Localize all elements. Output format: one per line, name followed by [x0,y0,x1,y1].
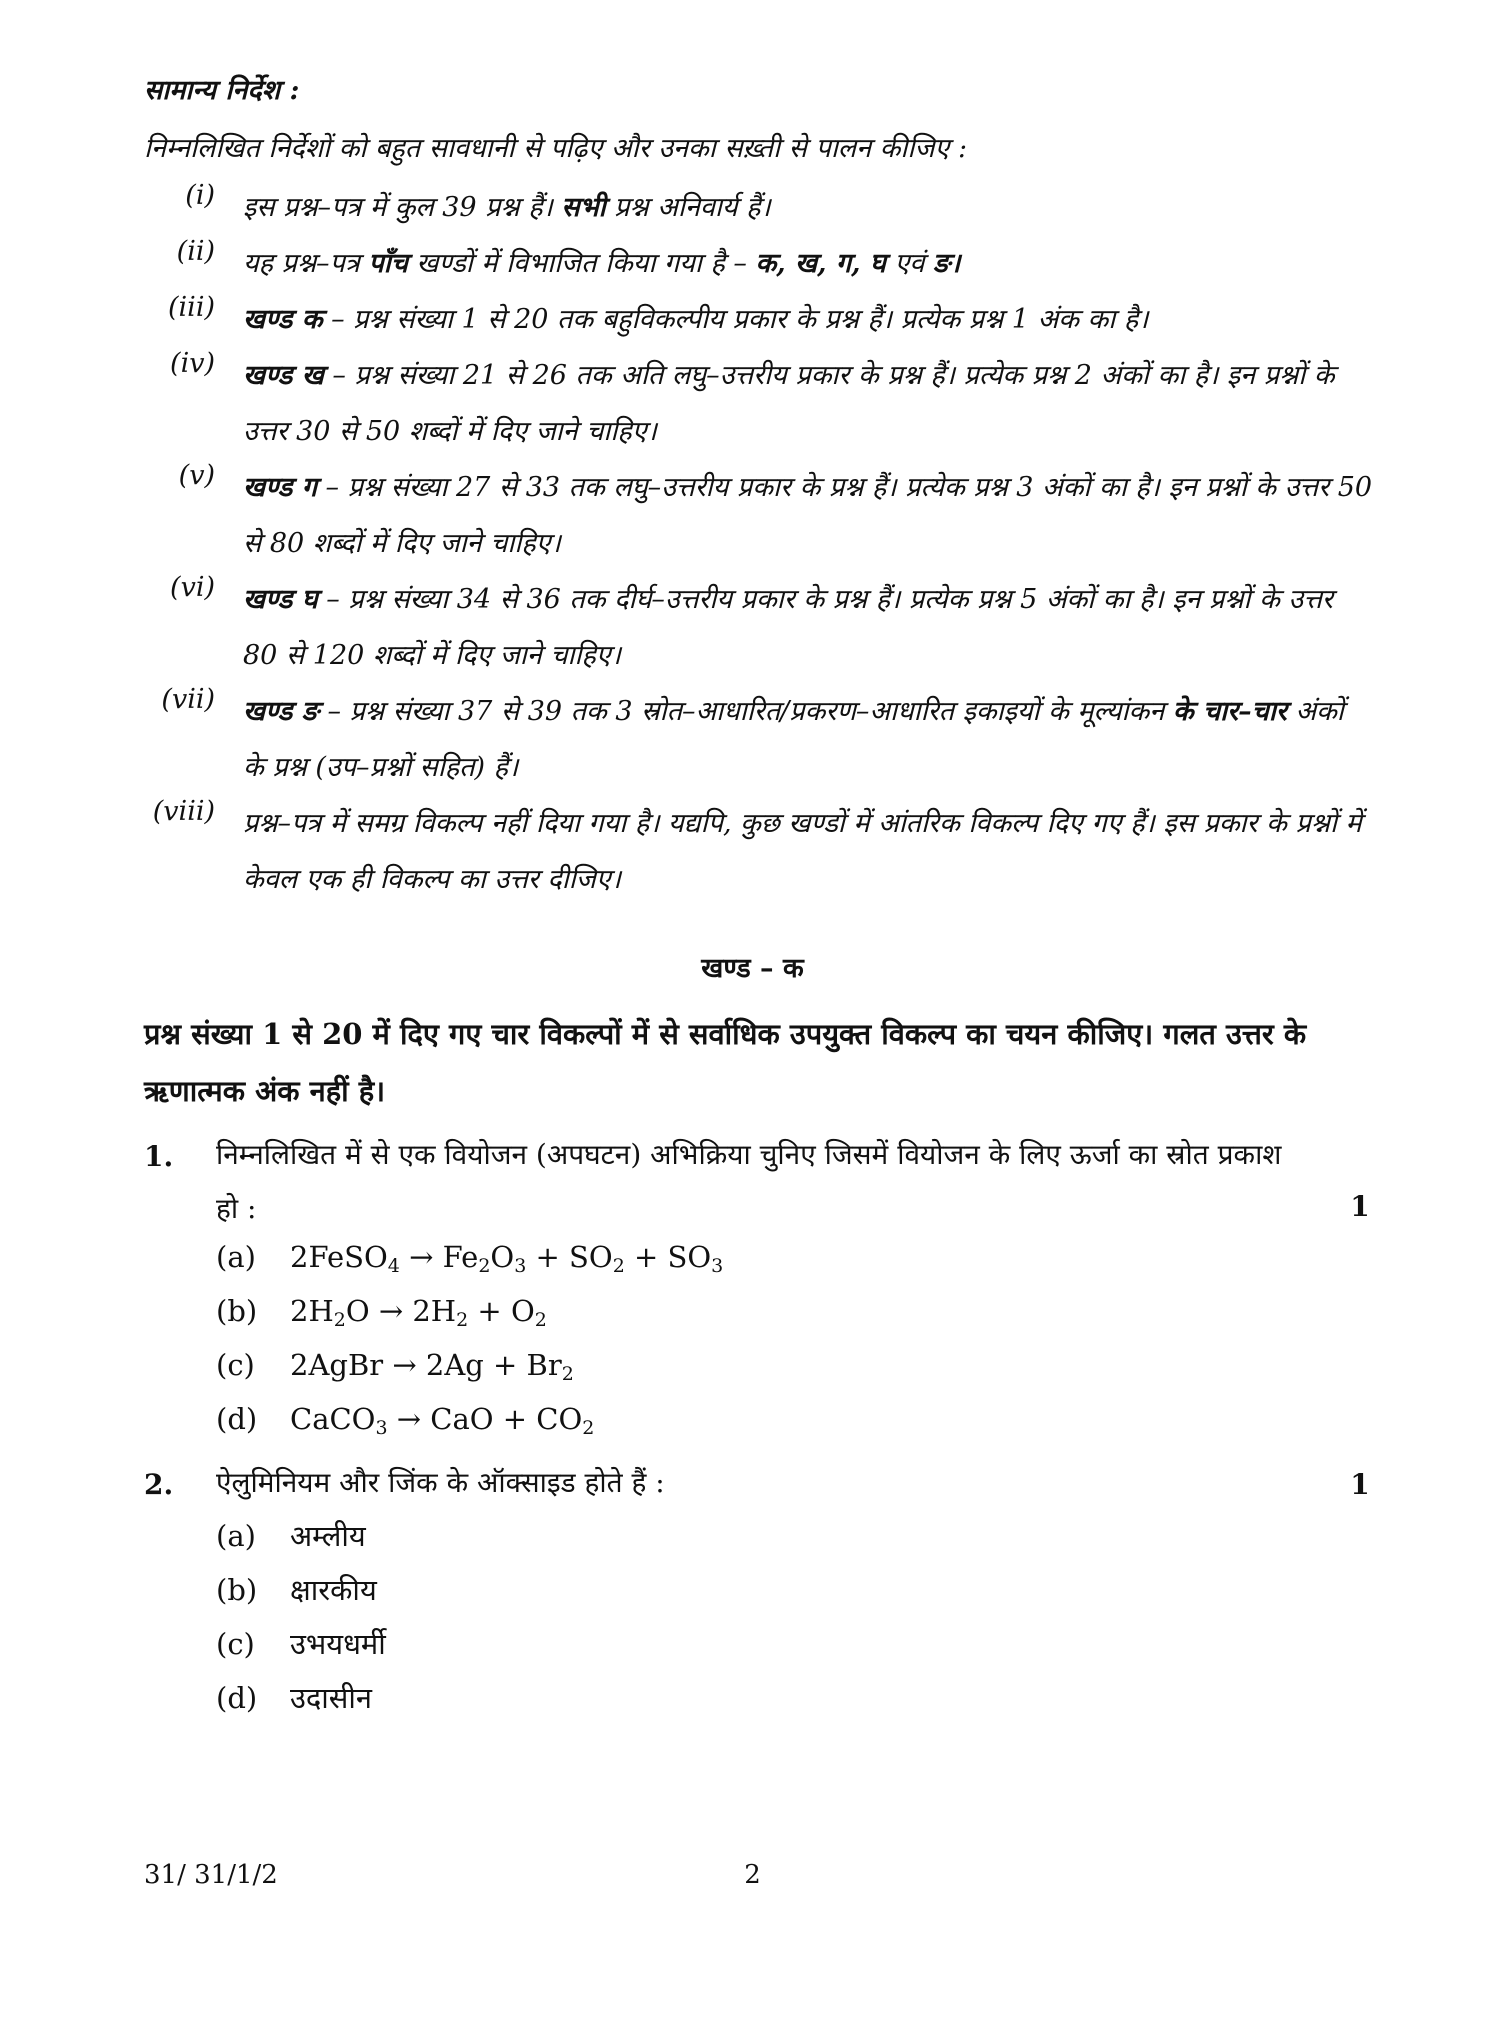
answer-option [216,1516,366,1555]
general-instructions-heading: सामान्य निर्देश : [144,75,300,106]
option-label: (b) [216,1294,258,1328]
option-text: उभयधर्मी [290,1627,386,1661]
instruction-text: इस प्रश्न–पत्र में कुल 39 प्रश्न हैं। सभी प्रश्न अनिवार्य हैं। [243,192,771,223]
option-label: (a) [216,1240,256,1274]
instruction-number: (v) [178,460,215,491]
question-marks: 1 [1350,1190,1370,1223]
answer-option [216,1348,574,1385]
option-label: (a) [216,1519,256,1553]
instruction-text: खण्ड ङ – प्रश्न संख्या 37 से 39 तक 3 स्रोत–आधारित/प्रकरण–आधारित इकाइयों के मूल्यांकन के चार–चार अंकों के प्रश्न (उप–प्रश्नों सहित) हैं। [243,696,1344,783]
instruction-text: प्रश्न–पत्र में समग्र विकल्प नहीं दिया गया है। यद्यपि, कुछ खण्डों में आंतरिक विकल्प दिए गए हैं। इस प्रकार के प्रश्नों में केवल एक ही विकल्प का उत्तर दीजिए। [243,808,1362,895]
instruction-text: खण्ड घ – प्रश्न संख्या 34 से 36 तक दीर्घ–उत्तरीय प्रकार के प्रश्न हैं। प्रत्येक प्रश्न 5 अंकों का है। इन प्रश्नों के उत्तर 80 से 120 शब्दों में दिए जाने चाहिए। [243,584,1333,671]
paper-code: 31/ 31/1/2 [144,1860,278,1890]
answer-option [216,1294,547,1331]
question-marks: 1 [1350,1468,1370,1501]
instruction-number: (iv) [170,348,215,379]
section-title: खण्ड – क [701,953,804,984]
answer-option [216,1624,386,1663]
option-text: 2AgBr → $2Ag + Br_2$ [290,1348,574,1385]
page-number: 2 [744,1860,761,1890]
instruction-number: (i) [185,180,215,211]
option-text: अम्लीय [290,1519,366,1553]
question-number: 1. [144,1140,174,1173]
question-number: 2. [144,1468,174,1501]
general-instructions-intro: निम्नलिखित निर्देशों को बहुत सावधानी से पढ़िए और उनका सख़्ती से पालन कीजिए : [144,133,968,164]
section-intro: प्रश्न संख्या 1 से 20 में दिए गए चार विकल्पों में से सर्वाधिक उपयुक्त विकल्प का चयन कीजिए। गलत उत्तर के ऋणात्मक अंक नहीं है। [144,1017,1307,1108]
answer-option [216,1402,594,1439]
option-text: 2FeSO$_4$ → $Fe_2O_3 + SO_2 + SO_3$ [290,1240,724,1277]
answer-option [216,1570,377,1609]
option-label: (b) [216,1573,258,1607]
question-text: ऐलुमिनियम और जिंक के ऑक्साइड होते हैं : [216,1466,665,1499]
instruction-number: (ii) [176,236,215,267]
answer-option [216,1240,723,1277]
instruction-number: (iii) [168,292,215,323]
instruction-number: (vi) [170,572,215,603]
question-text: निम्नलिखित में से एक वियोजन (अपघटन) अभिक्रिया चुनिए जिसमें वियोजन के लिए ऊर्जा का स्रोत प्रकाश हो : [216,1138,1282,1225]
option-text: CaCO$_3$ → CaO + $CO_2$ [290,1402,595,1439]
option-label: (d) [216,1681,258,1715]
option-label: (d) [216,1402,258,1436]
option-text: उदासीन [290,1681,373,1715]
instruction-number: (vii) [161,684,215,715]
instruction-text: खण्ड ग – प्रश्न संख्या 27 से 33 तक लघु–उत्तरीय प्रकार के प्रश्न हैं। प्रत्येक प्रश्न 3 अंकों का है। इन प्रश्नों के उत्तर 50 से 80 शब्दों में दिए जाने चाहिए। [243,472,1373,559]
answer-option [216,1678,372,1717]
instruction-number: (viii) [152,796,215,827]
instruction-text: खण्ड क – प्रश्न संख्या 1 से 20 तक बहुविकल्पीय प्रकार के प्रश्न हैं। प्रत्येक प्रश्न 1 अंक का है। [243,304,1149,335]
option-label: (c) [216,1627,255,1661]
instruction-text: खण्ड ख – प्रश्न संख्या 21 से 26 तक अति लघु–उत्तरीय प्रकार के प्रश्न हैं। प्रत्येक प्रश्न 2 अंकों का है। इन प्रश्नों के उत्तर 30 से 50 शब्दों में दिए जाने चाहिए। [243,360,1335,447]
instruction-text: यह प्रश्न–पत्र पाँच खण्डों में विभाजित किया गया है – क, ख, ग, घ एवं ङ। [243,248,961,279]
option-text: क्षारकीय [290,1573,377,1607]
option-label: (c) [216,1348,255,1382]
option-text: $2H_2O \to 2H_2 + O_2$ [290,1294,547,1331]
